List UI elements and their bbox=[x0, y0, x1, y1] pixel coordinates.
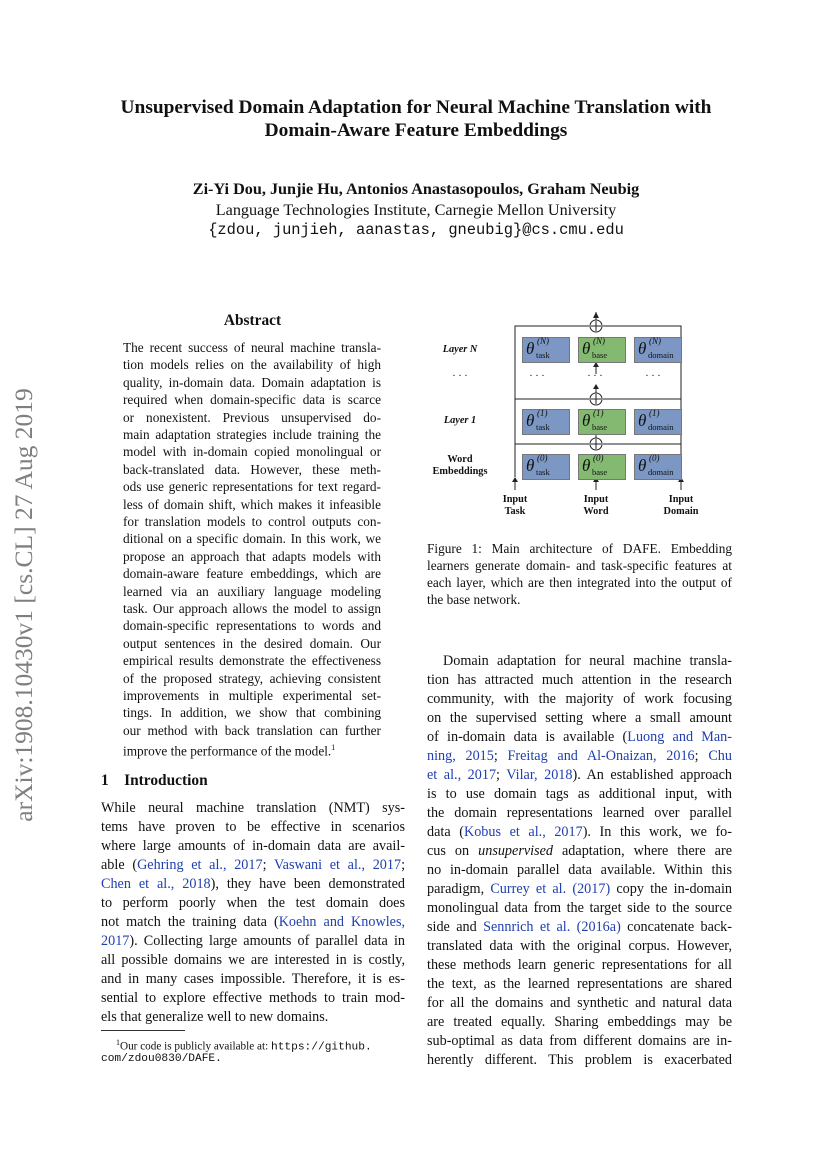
footnote-marker[interactable]: 1 bbox=[331, 743, 336, 753]
text-line: on the supervised setting where a small amount bbox=[427, 710, 732, 726]
text-line: sential to explore effective methods to train mod- bbox=[101, 990, 405, 1006]
abstract-line: our method with back translation can further bbox=[123, 722, 381, 738]
text-line: Chen et al., 2018), they have been demonstrated bbox=[101, 876, 405, 892]
abstract-line: tings. In addition, we show that combining bbox=[123, 705, 381, 721]
abstract-heading: Abstract bbox=[223, 312, 282, 329]
ellipsis: · · · bbox=[587, 371, 603, 382]
abstract-line: propose an approach that adapts models with bbox=[123, 548, 381, 564]
text-line: able (Gehring et al., 2017; Vaswani et al., 2017; bbox=[101, 857, 406, 873]
abstract-line: ods use generic representations for text regard- bbox=[123, 479, 381, 495]
theta-base-embeddings: θ (0) base bbox=[578, 454, 626, 480]
text-line: to perform poorly when the test domain does bbox=[101, 895, 405, 911]
abstract-line: domain-specific representations to words and bbox=[123, 618, 381, 634]
abstract-line: or nonexistent. Previous unsupervised do- bbox=[123, 409, 381, 425]
text-line: tion has attracted much attention in the research bbox=[427, 672, 732, 688]
text-line: et al., 2017; Vilar, 2018). An established approach bbox=[427, 767, 732, 783]
abstract-line: less of domain shift, which makes it infeasible bbox=[123, 496, 381, 512]
text-line: 2017). Collecting large amounts of parallel data in bbox=[101, 933, 405, 949]
footnote: $^1$Our code is publicly available at: https://github. bbox=[116, 1038, 372, 1054]
row-label-dots: · · · bbox=[452, 371, 468, 382]
theta-domain-layer-1: θ (1) domain bbox=[634, 409, 682, 435]
theta-task-layer-n: θ (N) task bbox=[522, 337, 570, 363]
abstract-line: improve the performance of the model.$^1$ bbox=[123, 743, 336, 759]
footnote-link[interactable]: https://github. bbox=[270, 1041, 372, 1054]
text-line: monolingual data from the target side to the source bbox=[427, 900, 732, 916]
abstract-line: required when domain-specific data is scarce bbox=[123, 392, 381, 408]
section-title: Introduction bbox=[124, 772, 208, 789]
text-line: side and Sennrich et al. (2016a) concatenate back- bbox=[427, 919, 732, 935]
ellipsis: · · · bbox=[529, 371, 545, 382]
abstract-line: main adaptation strategies include training the bbox=[123, 427, 381, 442]
text-line: are treated equally. Sharing embeddings may be bbox=[427, 1014, 732, 1030]
input-task-label: Input Task bbox=[502, 494, 528, 517]
abstract-line: domain-aware feature embeddings, which are bbox=[123, 566, 381, 582]
section-number: 1 bbox=[101, 772, 109, 789]
text-line: of in-domain data is available (Luong and Man- bbox=[427, 729, 732, 745]
citation-link[interactable]: Gehring et al., 2017 bbox=[137, 857, 263, 873]
arxiv-id: arXiv:1908.10430v1 [cs.CL] 27 Aug 2019 bbox=[9, 388, 38, 822]
theta-task-embeddings: θ (0) task bbox=[522, 454, 570, 480]
abstract-line: quality, in-domain data. Domain adaptation is bbox=[123, 374, 381, 390]
abstract-line: model with in-domain copied monolingual or bbox=[123, 444, 381, 460]
text-line: the text, as the learned representations are shared bbox=[427, 976, 732, 992]
abstract-line: back-translated data. However, these meth- bbox=[123, 461, 381, 477]
text-line: translated data with the original corpus. However, bbox=[427, 938, 732, 954]
text-line: paradigm, Currey et al. (2017) copy the in-domain bbox=[427, 881, 732, 897]
citation-link[interactable]: Chen et al., 2018 bbox=[101, 876, 211, 892]
citation-link[interactable]: Sennrich et al. (2016a) bbox=[483, 919, 621, 935]
caption-line: the base network. bbox=[427, 592, 521, 607]
text-line: els that generalize well to new domains. bbox=[101, 1009, 329, 1025]
row-label-word: Word bbox=[447, 454, 473, 465]
text-line: the domain representations learned over parallel bbox=[427, 805, 732, 821]
text-line: these methods learn generic representations for all bbox=[427, 957, 732, 973]
caption-line: Figure 1: Main architecture of DAFE. Embedding bbox=[427, 541, 732, 556]
citation-link[interactable]: et al., 2017 bbox=[427, 767, 497, 783]
abstract-line: of the proposed strategy, achieving consistent bbox=[123, 670, 381, 686]
abstract-line: ditional on a specific domain. In this work, we bbox=[123, 531, 381, 547]
text-line: While neural machine translation (NMT) sys- bbox=[101, 800, 405, 816]
text-line: tems have proven to be effective in scenarios bbox=[101, 819, 405, 835]
text-line: where large amounts of in-domain data are avail- bbox=[101, 838, 405, 854]
title-line: Domain-Aware Feature Embeddings bbox=[264, 120, 568, 141]
citation-link[interactable]: Kobus et al., 2017 bbox=[463, 824, 583, 840]
citation-link[interactable]: Chu bbox=[708, 748, 732, 764]
abstract-line: output sentences in the desired domain. Our bbox=[123, 635, 381, 651]
caption-line: learners generate domain- and task-specific features at bbox=[427, 558, 732, 573]
citation-link[interactable]: Currey et al. (2017) bbox=[490, 881, 611, 897]
theta-base-layer-n: θ (N) base bbox=[578, 337, 626, 363]
abstract-line: tion models relies on the availability of high bbox=[123, 357, 381, 373]
row-label-layer-n: Layer N bbox=[442, 344, 478, 355]
input-domain-label: Input Domain bbox=[663, 494, 699, 517]
citation-link[interactable]: 2017 bbox=[101, 933, 130, 949]
ellipsis: · · · bbox=[645, 371, 661, 382]
theta-domain-embeddings: θ (0) domain bbox=[634, 454, 682, 480]
theta-base-layer-1: θ (1) base bbox=[578, 409, 626, 435]
row-label-layer-1: Layer 1 bbox=[443, 415, 477, 426]
email: {zdou, junjieh, aanastas, gneubig}@cs.cmu.edu bbox=[208, 221, 624, 239]
abstract-line: task. Our approach allows the model to assign bbox=[123, 601, 381, 616]
citation-link[interactable]: Freitag and Al-Onaizan, 2016 bbox=[507, 748, 695, 764]
text-line: is to use domain tags as additional input, with bbox=[427, 786, 732, 802]
section-heading-introduction bbox=[101, 772, 208, 790]
citation-link[interactable]: ning, 2015 bbox=[427, 748, 494, 764]
text-line: herently different. This problem is exacerbated bbox=[427, 1052, 732, 1068]
text-line: Domain adaptation for neural machine transla- bbox=[443, 653, 732, 669]
citation-link[interactable]: Vilar, 2018 bbox=[506, 767, 573, 783]
abstract-line: for translation models to control outputs con- bbox=[123, 514, 381, 529]
text-line: community, with the majority of work focusing bbox=[427, 691, 732, 707]
arxiv-stamp bbox=[6, 355, 42, 855]
affiliation: Language Technologies Institute, Carnegie Mellon University bbox=[215, 201, 617, 219]
citation-link[interactable]: Luong and Man- bbox=[627, 729, 732, 745]
authors: Zi-Yi Dou, Junjie Hu, Antonios Anastasopoulos, Graham Neubig bbox=[192, 180, 640, 198]
text-line: not match the training data (Koehn and Knowles, bbox=[101, 914, 406, 930]
theta-domain-layer-n: θ (N) domain bbox=[634, 337, 682, 363]
footnote-line: com/zdou0830/DAFE. bbox=[101, 1053, 222, 1065]
input-word-label: Input Word bbox=[583, 494, 609, 517]
text-line: data (Kobus et al., 2017). In this work, we fo- bbox=[427, 824, 732, 840]
theta-task-layer-1: θ (1) task bbox=[522, 409, 570, 435]
text-line: cus on unsupervised adaptation, where there are bbox=[427, 843, 732, 859]
text-line: all possible domains we are interested in is costly, bbox=[101, 952, 405, 968]
text-line: sub-optimal as data from different domains are in- bbox=[427, 1033, 732, 1049]
caption-line: each layer, which are then integrated into the output of bbox=[427, 575, 732, 590]
text-line: no in-domain parallel data available. Within this bbox=[427, 862, 732, 878]
text-line: and in many cases impossible. Therefore, it is es- bbox=[101, 971, 405, 987]
abstract-line: empirical results demonstrate the effectiveness bbox=[123, 653, 381, 669]
text-line: for all the domains and synthetic and natural data bbox=[427, 995, 732, 1011]
figure-architecture bbox=[430, 312, 735, 522]
abstract-line: learned via an auxiliary language modeling bbox=[123, 583, 381, 599]
citation-link[interactable]: Koehn and Knowles, bbox=[278, 914, 406, 930]
title-line: Unsupervised Domain Adaptation for Neural Machine Translation with bbox=[120, 97, 712, 118]
abstract-line: improvements in multiple experimental set- bbox=[123, 688, 381, 703]
abstract-line: The recent success of neural machine transla- bbox=[123, 340, 381, 355]
footnote-link[interactable]: com/zdou0830/DAFE bbox=[101, 1053, 216, 1065]
text-line: ning, 2015; Freitag and Al-Onaizan, 2016; Chu bbox=[427, 748, 732, 764]
footnote-rule bbox=[101, 1030, 185, 1031]
paper-title bbox=[60, 96, 772, 142]
row-label-embeddings: Embeddings bbox=[432, 466, 488, 477]
citation-link[interactable]: Vaswani et al., 2017 bbox=[273, 857, 402, 873]
